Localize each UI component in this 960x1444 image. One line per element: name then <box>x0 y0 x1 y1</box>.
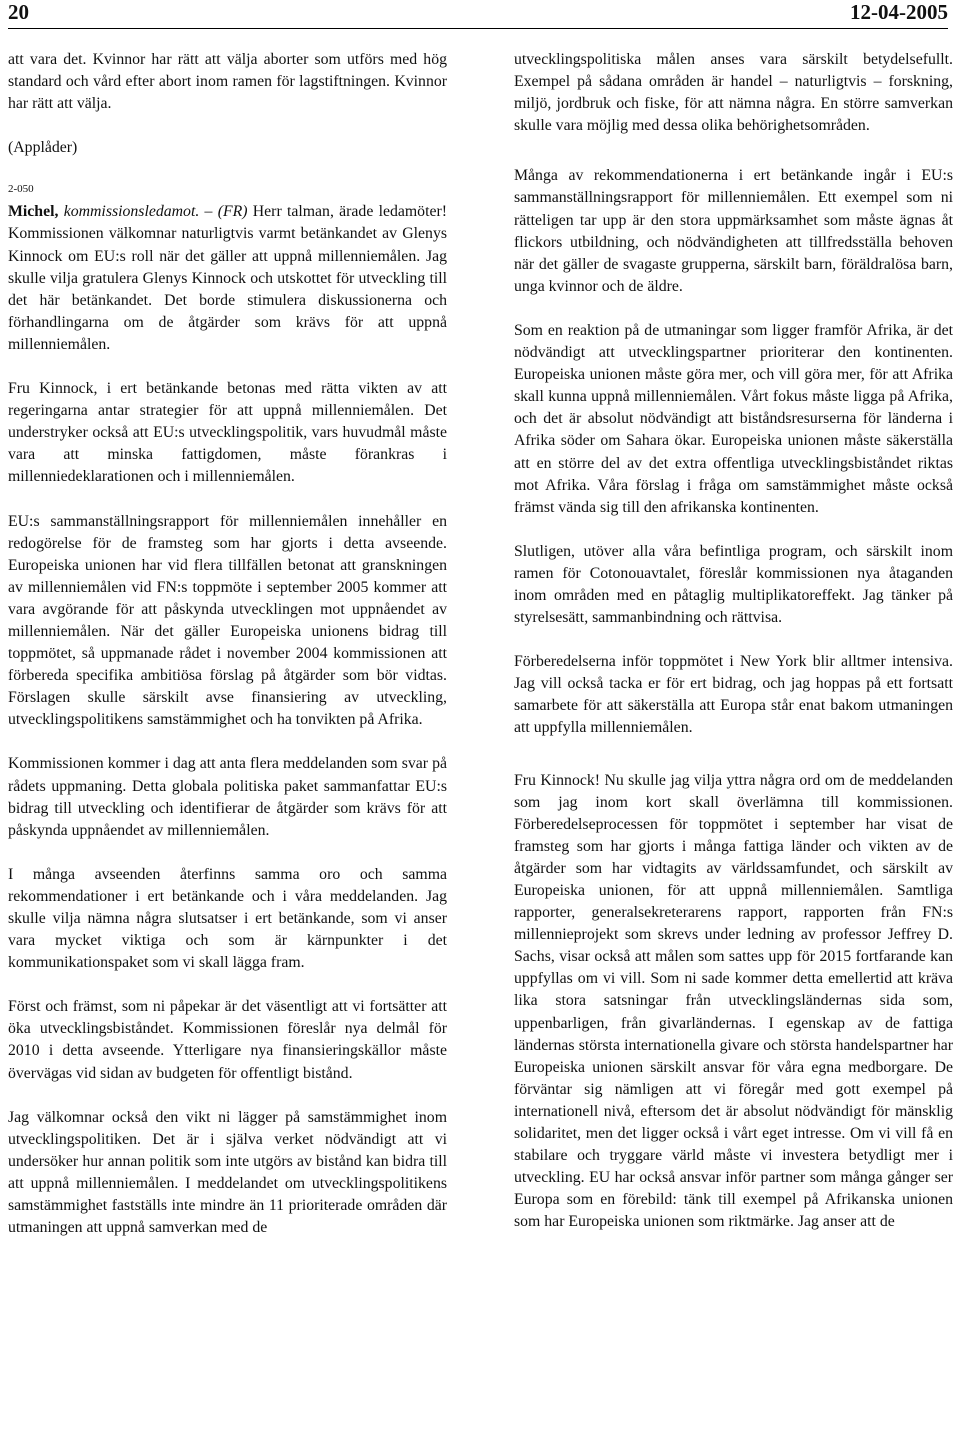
paragraph: Jag välkomnar också den vikt ni lägger på samstämmighet inom utvecklingspolitiken. Det är i själva verket nödvändigt att vi undersöker hur annan politik som inte utgörs av bistånd kan bidra till att uppnå millenniemålen. I meddelandet om utvecklingspolitikens samstämmighet fastställs inte mindre än 11 prioriterade områden där utmaningen att uppnå samverkan med de <box>8 1108 447 1237</box>
paragraph: att vara det. Kvinnor har rätt att välja aborter som utförs med hög standard och vård efter abort inom ramen för lagstiftningen. Kvinnor har rätt att välja. <box>8 51 447 113</box>
paragraph: Fru Kinnock, i ert betänkande betonas med rätta vikten av att regeringarna antar strategier för att uppnå millenniemålen. Det understryker också att EU:s utvecklingspolitik, vars huvudmål måste vara att minska fattigdomen, måste förankras i millenniedeklarationen och i millenniemålen. <box>8 380 447 486</box>
paragraph: EU:s sammanställningsrapport för millenniemålen innehåller en redogörelse för de framsteg som har gjorts i detta avseende. Europeiska unionen har vid flera tillfällen betonat att granskningen av millenniemålen vid FN:s toppmöte i september 2005 kommer att vara avgörande för att påskynda utvecklingen mot uppnåendet av millenniemålen. När det gäller Europeiska unionens bidrag till toppmötet, så uppmanade rådet i november 2004 kommissionen att förbereda specifika ambitiösa förslag på åtgärder som bör vidtas. Förslagen skulle särskilt avse finansiering av utveckling, utvecklingspolitikens samstämmighet och ha tonvikten på Afrika. <box>8 512 447 729</box>
speech-reference: 2-050 <box>8 183 34 196</box>
page-number: 20 <box>8 0 29 24</box>
page-date: 12-04-2005 <box>850 0 948 24</box>
speaker-role: kommissionsledamot. <box>63 203 200 221</box>
speech-text: Herr talman, ärade ledamöter! Kommissionen välkomnar naturligtvis varmt betänkandet av Glenys Kinnock om EU:s roll när det gäller att uppnå millenniemålen. Jag skulle vilja gratulera Glenys Kinnock och utskottet för utveckling till det här betänkandet. Det borde stimulera diskussionerna och förhandlingarna om de åtgärder som krävs för att uppnå millenniemålen. <box>8 203 447 353</box>
paragraph: Slutligen, utöver alla våra befintliga program, och särskilt inom ramen för Cotonouavtalet, föreslår kommissionen nya åtaganden inom områden med en påtaglig multiplikatoreffekt. Jag tänker på styrelsesätt, sammanbindning och rättvisa. <box>514 542 953 627</box>
paragraph: I många avseenden återfinns samma oro och samma rekommendationer i ert betänkande och i våra meddelanden. Jag skulle vilja nämna några slutsatser i ert betänkande, som vi anser vara mycket viktiga och som är kärnpunkter i det kommunikationspaket som vi skall lägga fram. <box>8 865 447 972</box>
header-divider <box>8 28 948 29</box>
paragraph: Förberedelserna inför toppmötet i New York blir alltmer intensiva. Jag vill också tacka er för ert bidrag, och jag hoppas på ett fortsatt samarbete för att säkerställa att Europa står enat bakom utmaningen att uppfylla millenniemålen. <box>514 653 953 737</box>
paragraph: utvecklingspolitiska målen anses vara särskilt betydelsefullt. Exempel på sådana områden är handel – naturligtvis – forskning, miljö, jordbruk och fiske, för att nämna några. En större samverkan skulle vara möjlig med dessa olika behörighetsområden. <box>514 51 953 135</box>
left-column <box>8 49 447 1261</box>
speech-opening <box>8 201 447 356</box>
right-column <box>514 49 953 1256</box>
speaker-language: – (FR) <box>204 203 248 221</box>
paragraph: Först och främst, som ni påpekar är det väsentligt att vi fortsätter att öka utvecklingsbiståndet. Kommissionen föreslår nya delmål för 2010 i detta avseende. Ytterligare nya finansieringskällor måste övervägas vid sidan av budgeten för offentligt bistånd. <box>8 998 447 1082</box>
speaker-name: Michel, <box>8 203 59 221</box>
paragraph: Fru Kinnock! Nu skulle jag vilja yttra några ord om de meddelanden som jag inom kort skall överlämna till kommissionen. Förberedelseprocessen för toppmötet i september har visat de framsteg som har gjorts i många fattiga länder och vikten av de åtgärder som har vidtagits av världssamfundet, och särskilt av Europeiska unionen, för att uppnå millenniemålen. Samtliga rapporter, generalsekreterarens rapport, rapporten från FN:s millennieprojekt som skrevs under ledning av professor Jeffrey D. Sachs, visar också att målen som sattes upp för 2015 fortfarande kan uppfyllas om vi vill. Som ni sade kommer detta emellertid att kräva lika stora satsningar från utvecklingsländernas sida som, uppenbarligen, från givarländernas. I egenskap av de fattiga ländernas största internationella givare och största handelspartner har Europeiska unionen särskilt ansvar för våra egna medborgare. De förväntar sig nämligen att vi föregår med gott exempel på internationell nivå, eftersom det är absolut nödvändigt för mänsklig solidaritet, men det ligger också i vårt eget intresse. Om vi vill få en stabilare och tryggare värld måste vi investera betydligt mer i utveckling. EU har också ansvar inför partner som många gånger ser Europa som en förebild: tänk till exempel på Afrikanska unionen som har Europeiska unionen som riktmärke. Jag anser att de <box>514 771 953 1231</box>
paragraph: Kommissionen kommer i dag att anta flera meddelanden som svar på rådets uppmaning. Detta globala politiska paket sammanfattar EU:s bidrag till utveckling och identifierar de åtgärder som krävs för att påskynda uppnåendet av millenniemålen. <box>8 755 447 839</box>
applause-note: (Applåder) <box>8 139 78 157</box>
page-header <box>8 0 948 26</box>
paragraph: Många av rekommendationerna i ert betänkande ingår i EU:s sammanställningsrapport för millenniemålen. Ett exempel som ni rätteligen tar upp är den stora uppmärksamhet som måste ägnas åt flickors utbildning, och nödvändigheten att tillfredsställa behoven när det gäller de svagaste grupperna, särskilt barn, föräldralösa barn, unga kvinnor och de äldre. <box>514 167 953 295</box>
paragraph: Som en reaktion på de utmaningar som ligger framför Afrika, är det nödvändigt att utvecklingspartner prioriterar den kontinenten. Europeiska unionen måste göra mer, och vill göra mer, för att Afrika skall kunna uppnå millenniemålen. Vårt fokus måste ligga på Afrika, och det är absolut nödvändigt att biståndsresurserna för länderna i Afrika söder om Sahara ökar. Europeiska unionen måste säkerställa att en större del av det extra offentliga utvecklingsbiståndet riktas mot Afrika. Våra förslag i fråga om samstämmighet måste också främst vända sig till den afrikanska kontinenten. <box>514 321 953 516</box>
